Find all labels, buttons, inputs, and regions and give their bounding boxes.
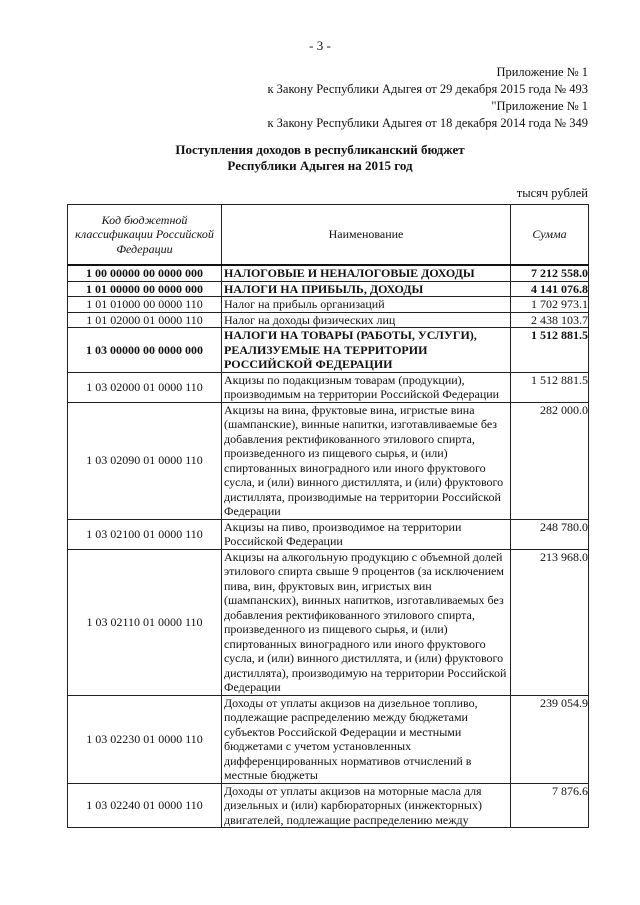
appendix-line: к Закону Республики Адыгея от 18 декабря 2014 года № 349 — [267, 116, 588, 130]
table-row — [68, 312, 589, 328]
header-name: Наименование — [222, 205, 511, 266]
table-row — [68, 402, 589, 519]
title-line: Республики Адыгея на 2015 год — [227, 158, 413, 173]
row-amount: 7 212 558.0 — [511, 265, 589, 281]
table-header-row — [68, 205, 589, 266]
row-code: 1 01 01000 00 0000 110 — [68, 297, 222, 313]
table-row — [68, 372, 589, 402]
table-row — [68, 265, 589, 281]
row-name: Налог на прибыль организаций — [222, 297, 511, 313]
units-label: тысяч рублей — [516, 186, 588, 200]
table-row — [68, 519, 589, 549]
appendix-line: Приложение № 1 — [496, 65, 588, 79]
table-row — [68, 695, 589, 783]
table-row — [68, 549, 589, 695]
appendix-block — [267, 64, 588, 132]
row-name: НАЛОГОВЫЕ И НЕНАЛОГОВЫЕ ДОХОДЫ — [222, 265, 511, 281]
row-name: Акцизы по подакцизным товарам (продукции), производимым на территории Российской Федерации — [222, 372, 511, 402]
row-name: Акцизы на пиво, производимое на территории Российской Федерации — [222, 519, 511, 549]
row-name: НАЛОГИ НА ТОВАРЫ (РАБОТЫ, УСЛУГИ), РЕАЛИЗУЕМЫЕ НА ТЕРРИТОРИИ РОССИЙСКОЙ ФЕДЕРАЦИИ — [222, 328, 511, 373]
row-name: Акцизы на вина, фруктовые вина, игристые вина (шампанские), винные напитки, изготавливаемые без добавления ректификованного этилового спирта, произведенного из пищевого сырья, и (или) спиртованных виноградного или иного фруктового сусла, и (или) винного дистиллята, и (или) фруктового дистиллята, производимые на территории Российской Федерации — [222, 402, 511, 519]
row-amount: 1 512 881.5 — [511, 328, 589, 373]
row-code: 1 00 00000 00 0000 000 — [68, 265, 222, 281]
table-row — [68, 783, 589, 828]
row-amount: 2 438 103.7 — [511, 312, 589, 328]
header-amount: Сумма — [511, 205, 589, 266]
row-amount: 7 876.6 — [511, 783, 589, 828]
table-row — [68, 297, 589, 313]
row-amount: 213 968.0 — [511, 549, 589, 695]
row-code: 1 03 02230 01 0000 110 — [68, 695, 222, 783]
row-name: НАЛОГИ НА ПРИБЫЛЬ, ДОХОДЫ — [222, 281, 511, 297]
title-line: Поступления доходов в республиканский бюджет — [175, 142, 465, 157]
row-name: Налог на доходы физических лиц — [222, 312, 511, 328]
row-code: 1 01 00000 00 0000 000 — [68, 281, 222, 297]
row-code: 1 03 02240 01 0000 110 — [68, 783, 222, 828]
appendix-line: "Приложение № 1 — [491, 99, 588, 113]
row-code: 1 03 02000 01 0000 110 — [68, 372, 222, 402]
row-code: 1 03 02110 01 0000 110 — [68, 549, 222, 695]
page-number: - 3 - — [309, 38, 331, 53]
row-amount: 4 141 076.8 — [511, 281, 589, 297]
table-row — [68, 328, 589, 373]
row-code: 1 01 02000 01 0000 110 — [68, 312, 222, 328]
row-name: Доходы от уплаты акцизов на моторные масла для дизельных и (или) карбюраторных (инжекторных) двигателей, подлежащие распределению между — [222, 783, 511, 828]
row-amount: 248 780.0 — [511, 519, 589, 549]
document-title — [0, 142, 640, 174]
appendix-line: к Закону Республики Адыгея от 29 декабря 2015 года № 493 — [267, 82, 588, 96]
row-amount: 282 000.0 — [511, 402, 589, 519]
row-amount: 239 054.9 — [511, 695, 589, 783]
table-row — [68, 281, 589, 297]
row-code: 1 03 02090 01 0000 110 — [68, 402, 222, 519]
row-name: Доходы от уплаты акцизов на дизельное топливо, подлежащие распределению между бюджетами субъектов Российской Федерации и местными бюджетами с учетом установленных дифференцированных нормативов отчислений в местные бюджеты — [222, 695, 511, 783]
header-code: Код бюджетной классификации Российской Федерации — [68, 205, 222, 266]
row-amount: 1 702 973.1 — [511, 297, 589, 313]
row-code: 1 03 02100 01 0000 110 — [68, 519, 222, 549]
row-name: Акцизы на алкогольную продукцию с объемной долей этилового спирта свыше 9 процентов (за исключением пива, вин, фруктовых вин, игристых вин (шампанских), винных напитков, изготавливаемых без добавления ректификованного этилового спирта, произведенного из пищевого сырья, и (или) спиртованных виноградного или иного фруктового сусла, и (или) винного дистиллята, и (или) фруктового дистиллята), производимую на территории Российской Федерации — [222, 549, 511, 695]
row-amount: 1 512 881.5 — [511, 372, 589, 402]
row-code: 1 03 00000 00 0000 000 — [68, 328, 222, 373]
revenue-table — [67, 204, 589, 828]
